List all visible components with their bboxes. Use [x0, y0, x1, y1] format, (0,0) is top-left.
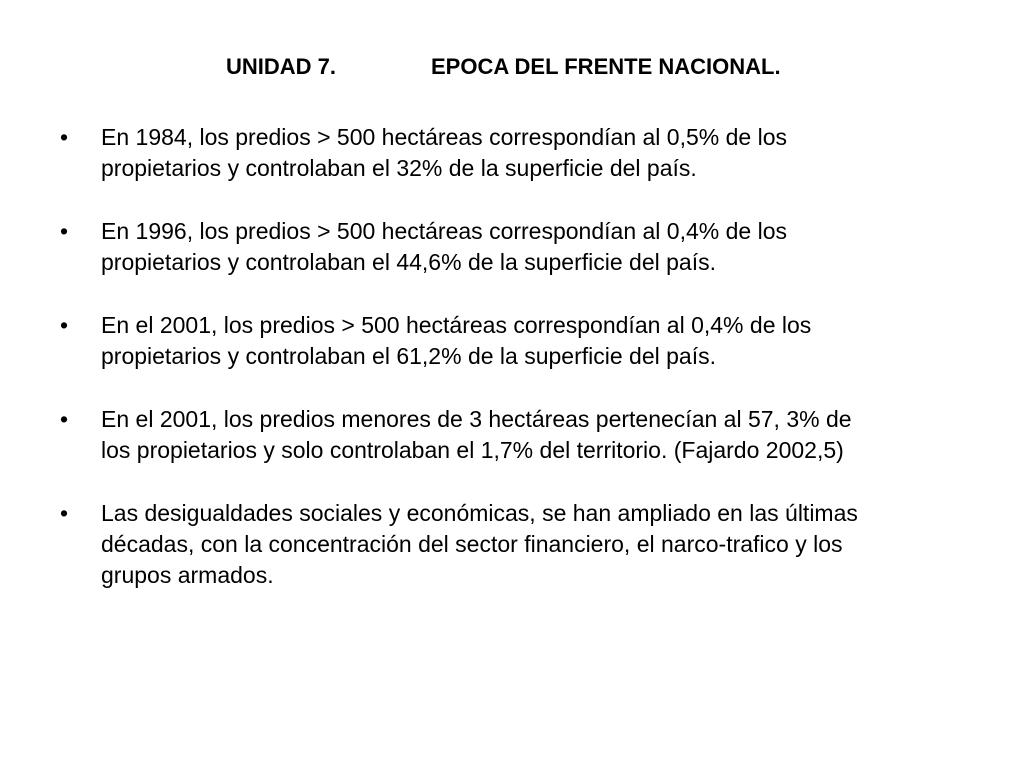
bullet-item: [0, 122, 1024, 184]
title-unit: UNIDAD 7.: [226, 54, 337, 79]
bullet-text: En el 2001, los predios > 500 hectáreas correspondían al 0,4% de los propietarios y controlaban el 61,2% de la superficie del país.: [101, 312, 812, 369]
bullet-text: En el 2001, los predios menores de 3 hectáreas pertenecían al 57, 3% de los propietarios y solo controlaban el 1,7% del territorio. (Fajardo 2002,5): [101, 406, 852, 463]
bullet-text: Las desigualdades sociales y económicas, se han ampliado en las últimas décadas, con la concentración del sector financiero, el narco-trafico y los grupos armados.: [101, 500, 858, 588]
bullet-marker: •: [60, 406, 69, 432]
bullet-text: En 1984, los predios > 500 hectáreas correspondían al 0,5% de los propietarios y controlaban el 32% de la superficie del país.: [101, 124, 787, 181]
bullet-text: En 1996, los predios > 500 hectáreas correspondían al 0,4% de los propietarios y controlaban el 44,6% de la superficie del país.: [101, 218, 787, 275]
bullet-marker: •: [60, 124, 69, 150]
bullet-marker: •: [60, 500, 69, 526]
title-epoch: EPOCA DEL FRENTE NACIONAL.: [431, 54, 781, 79]
slide-title: [0, 54, 1024, 84]
bullet-item: [0, 216, 1024, 278]
bullet-item: [0, 498, 1024, 591]
bullet-marker: •: [60, 312, 69, 338]
bullet-list: [0, 122, 1024, 623]
bullet-marker: •: [60, 218, 69, 244]
bullet-item: [0, 310, 1024, 372]
bullet-item: [0, 404, 1024, 466]
